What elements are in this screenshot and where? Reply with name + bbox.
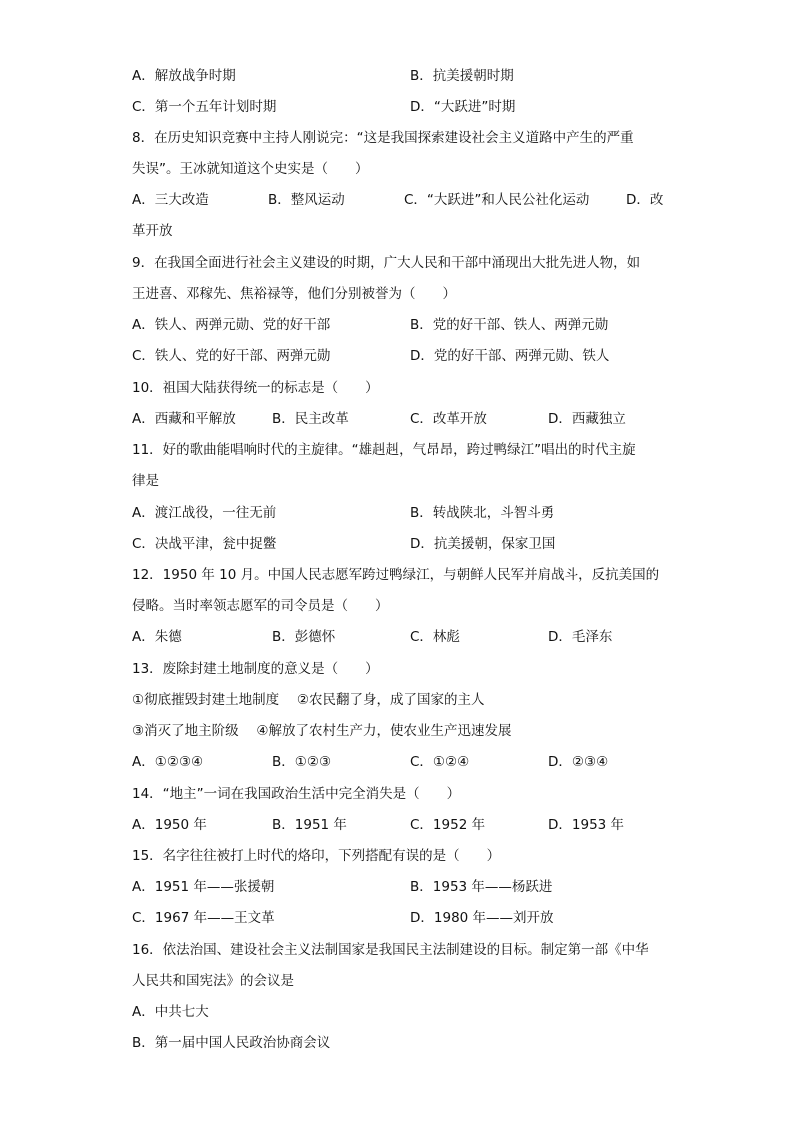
- q8-stem-line1: 8．在历史知识竞赛中主持人刚说完：“这是我国探索建设社会主义道路中产生的严重: [132, 130, 634, 146]
- q12-option-b: B．彭德怀: [272, 629, 336, 645]
- q11-option-b: B．转战陕北，斗智斗勇: [410, 505, 555, 521]
- q10-option-d: D．西藏独立: [548, 411, 626, 427]
- q8-option-c: C．“大跃进”和人民公社化运动: [404, 192, 590, 208]
- q14-option-d: D．1953 年: [548, 817, 625, 833]
- q9-option-d: D．党的好干部、两弹元勋、铁人: [410, 348, 610, 364]
- q12-stem-line2: 侵略。当时率领志愿军的司令员是（ ）: [132, 598, 389, 614]
- q14-option-b: B．1951 年: [272, 817, 347, 833]
- q13-statement-line2: ③消灭了地主阶级 ④解放了农村生产力，使农业生产迅速发展: [132, 723, 512, 739]
- q10-option-a: A．西藏和平解放: [132, 411, 236, 427]
- q11-stem-line2: 律是: [132, 473, 159, 489]
- q7-option-c: C．第一个五年计划时期: [132, 99, 277, 115]
- q9-stem-line2: 王进喜、邓稼先、焦裕禄等，他们分别被誉为（ ）: [132, 286, 456, 302]
- q8-option-a: A．三大改造: [132, 192, 209, 208]
- q12-option-a: A．朱德: [132, 629, 182, 645]
- q16-option-b: B．第一届中国人民政治协商会议: [132, 1035, 331, 1051]
- q15-option-a: A．1951 年——张援朝: [132, 879, 275, 895]
- q15-stem: 15．名字往往被打上时代的烙印，下列搭配有误的是（ ）: [132, 848, 501, 864]
- q11-stem-line1: 11．好的歌曲能唱响时代的主旋律。“雄赳赳，气昂昂，跨过鸭绿江”唱出的时代主旋: [132, 442, 636, 458]
- q16-stem-line2: 人民共和国宪法》的会议是: [132, 973, 294, 989]
- q9-stem-line1: 9．在我国全面进行社会主义建设的时期，广大人民和干部中涌现出大批先进人物，如: [132, 255, 641, 271]
- q16-stem-line1: 16．依法治国、建设社会主义法制国家是我国民主法制建设的目标。制定第一部《中华: [132, 942, 649, 958]
- q8-stem-line2: 失误”。王冰就知道这个史实是（ ）: [132, 161, 369, 177]
- q11-option-c: C．决战平津，瓮中捉鳖: [132, 536, 277, 552]
- q7-option-a: A．解放战争时期: [132, 68, 236, 84]
- q10-stem: 10．祖国大陆获得统一的标志是（ ）: [132, 380, 379, 396]
- q9-option-b: B．党的好干部、铁人、两弹元勋: [410, 317, 609, 333]
- q12-option-d: D．毛泽东: [548, 629, 613, 645]
- q14-stem: 14．“地主”一词在我国政治生活中完全消失是（ ）: [132, 786, 461, 802]
- q10-option-b: B．民主改革: [272, 411, 349, 427]
- q12-option-c: C．林彪: [410, 629, 460, 645]
- q9-option-a: A．铁人、两弹元勋、党的好干部: [132, 317, 331, 333]
- q13-option-b: B．①②③: [272, 754, 332, 770]
- q16-option-a: A．中共七大: [132, 1004, 209, 1020]
- q8-option-d: D．改: [626, 192, 664, 208]
- q8-option-b: B．整风运动: [268, 192, 345, 208]
- q13-option-d: D．②③④: [548, 754, 609, 770]
- q13-option-a: A．①②③④: [132, 754, 204, 770]
- q7-option-d: D．“大跃进”时期: [410, 99, 516, 115]
- q11-option-d: D．抗美援朝，保家卫国: [410, 536, 556, 552]
- q10-option-c: C．改革开放: [410, 411, 487, 427]
- q13-stem: 13．废除封建土地制度的意义是（ ）: [132, 661, 379, 677]
- q7-option-b: B．抗美援朝时期: [410, 68, 514, 84]
- q14-option-c: C．1952 年: [410, 817, 486, 833]
- q15-option-b: B．1953 年——杨跃进: [410, 879, 553, 895]
- q15-option-d: D．1980 年——刘开放: [410, 910, 554, 926]
- q13-option-c: C．①②④: [410, 754, 470, 770]
- q14-option-a: A．1950 年: [132, 817, 207, 833]
- q12-stem-line1: 12．1950 年 10 月。中国人民志愿军跨过鸭绿江，与朝鲜人民军并肩战斗，反抗美国的: [132, 567, 660, 583]
- q13-statement-line1: ①彻底摧毁封建土地制度 ②农民翻了身，成了国家的主人: [132, 692, 485, 708]
- q8-option-d-continued: 革开放: [132, 223, 173, 239]
- q15-option-c: C．1967 年——王文革: [132, 910, 275, 926]
- q11-option-a: A．渡江战役，一往无前: [132, 505, 277, 521]
- q9-option-c: C．铁人、党的好干部、两弹元勋: [132, 348, 331, 364]
